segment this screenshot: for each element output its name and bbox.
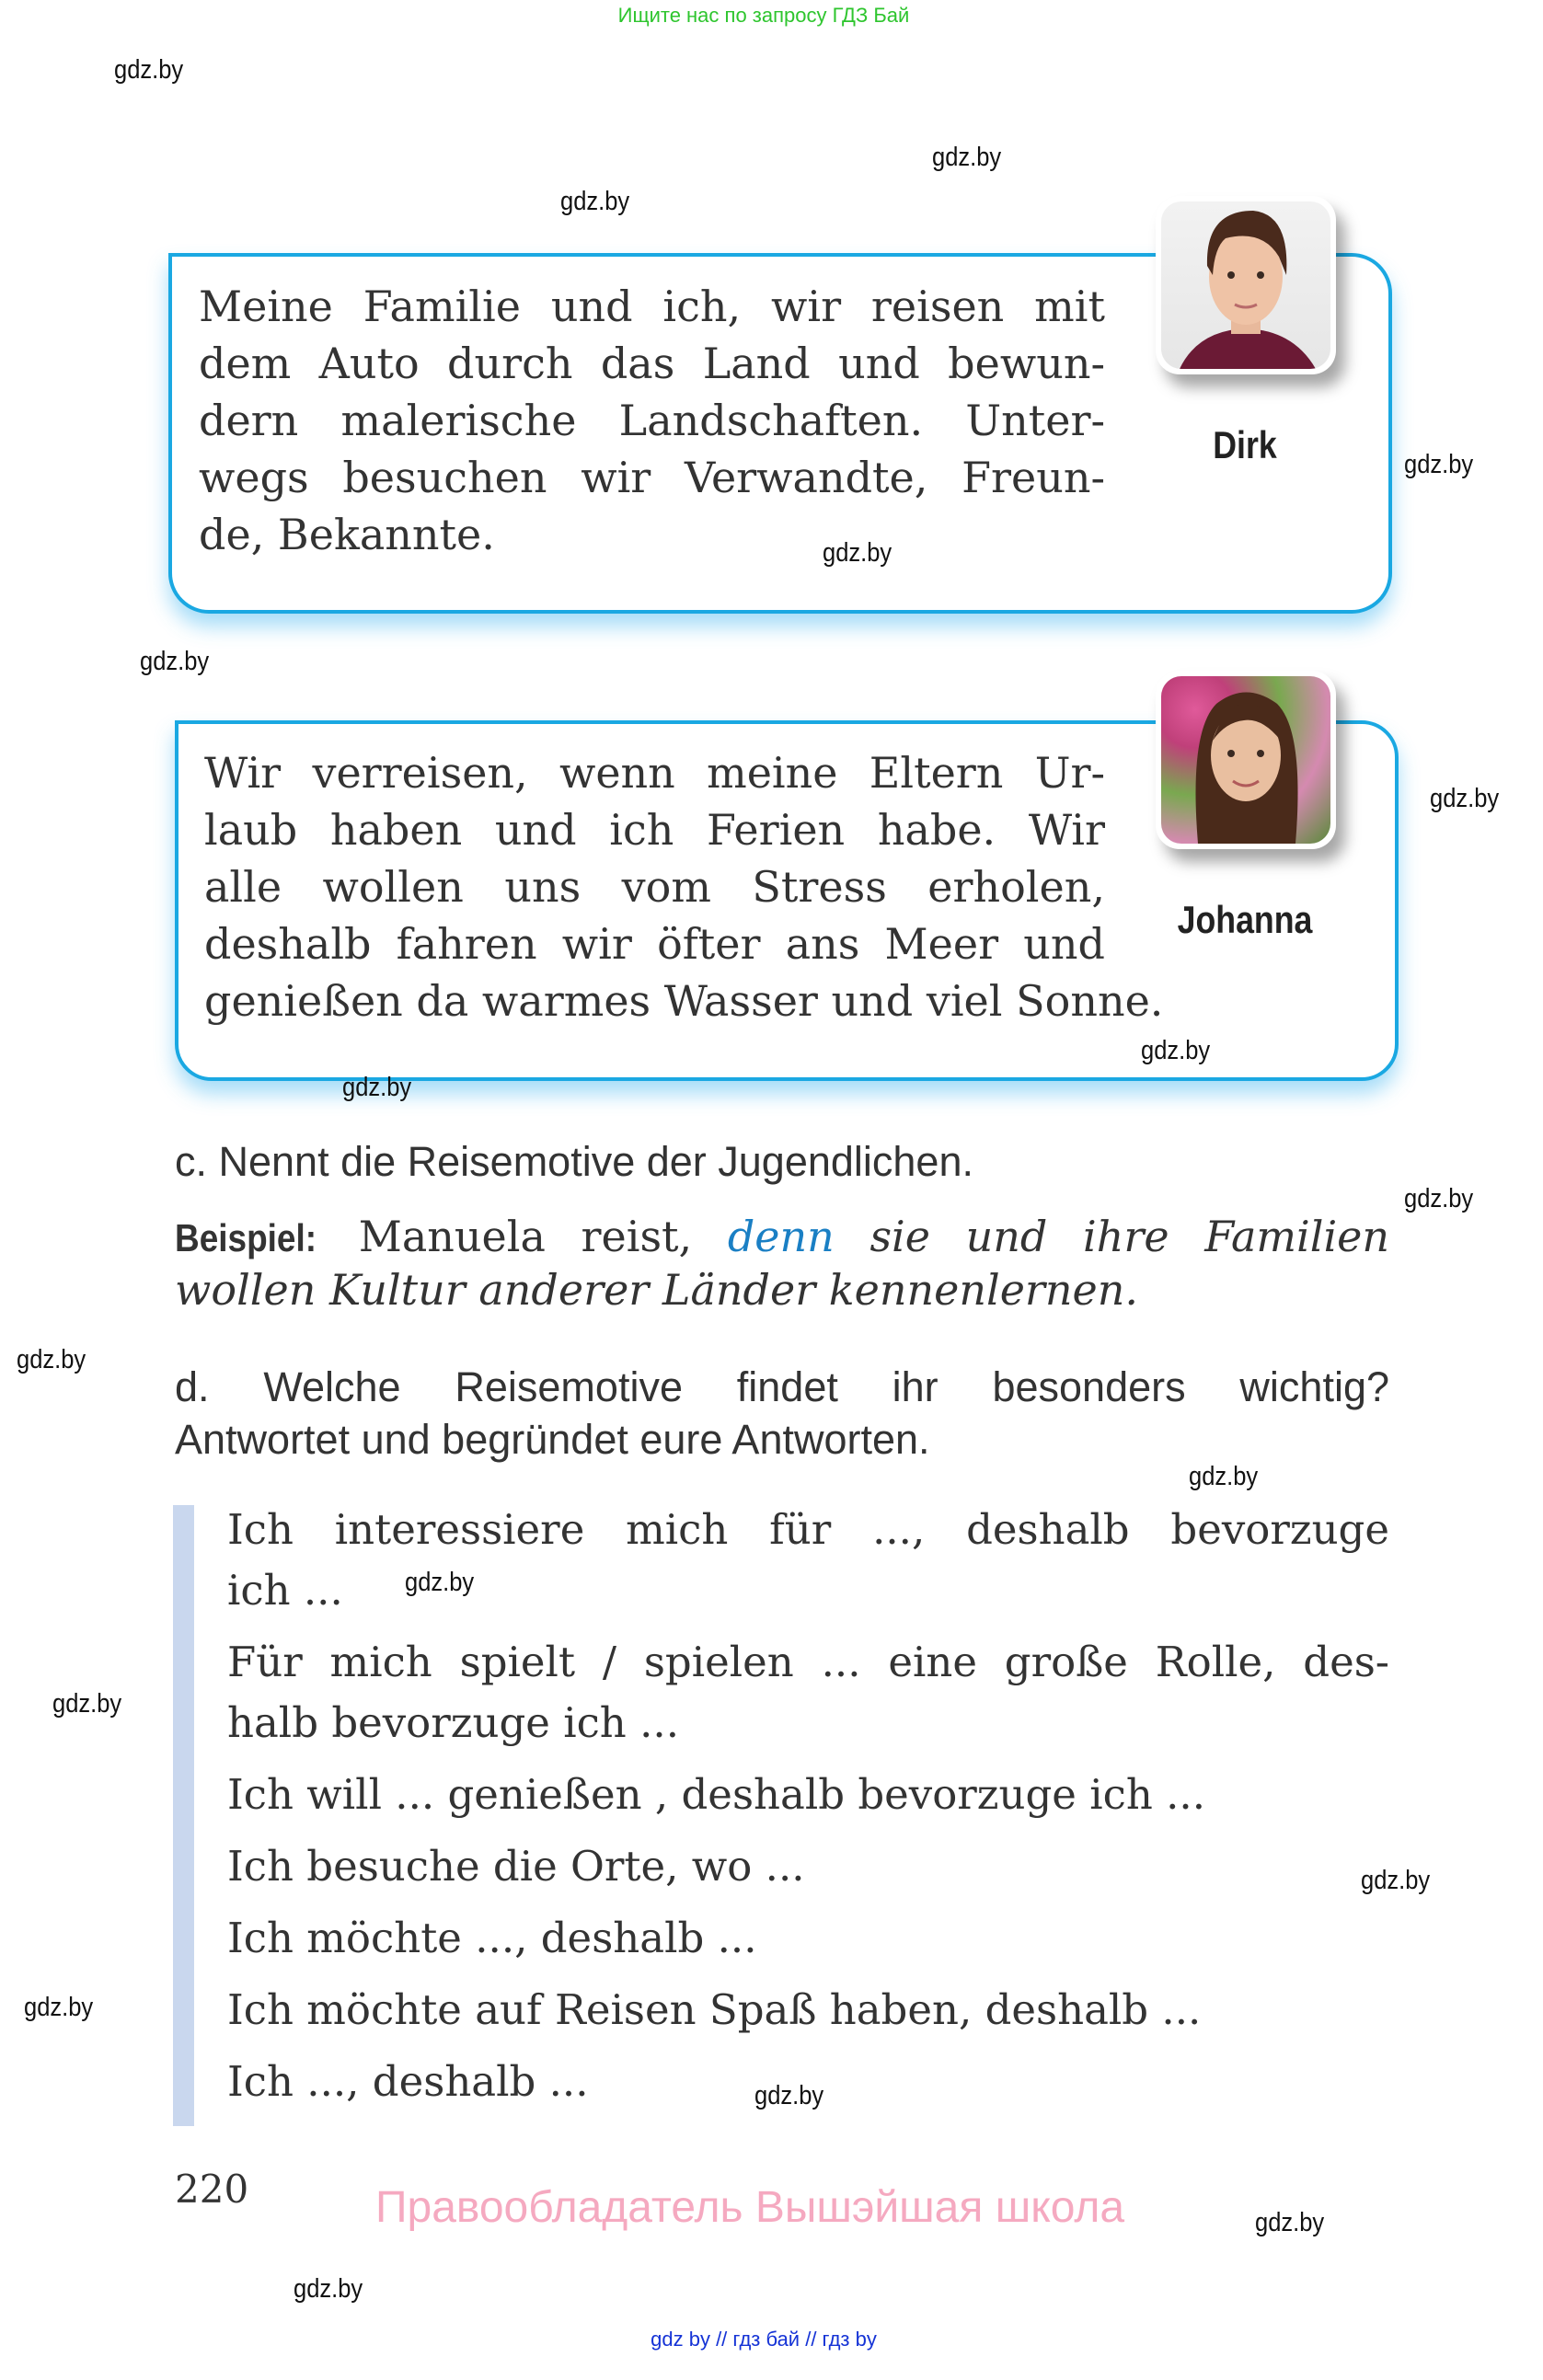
page-number: 220 [175,2167,249,2212]
example-conjunction: denn [727,1212,835,1261]
watermark: gdz.by [823,538,892,568]
example [175,1211,1389,1316]
watermark: gdz.by [24,1993,94,2022]
heading-line: d. Welche Reisemotive findet ihr besonders wichtig? [175,1363,1389,1410]
example-label: Beispiel: [175,1216,317,1259]
phrase-list [227,1500,1389,2112]
card-text [204,744,1164,1029]
watermark: gdz.by [1255,2208,1325,2237]
name-dirk: Dirk [1213,423,1277,466]
phrase-list-bar [173,1505,194,2126]
watermark: gdz.by [932,143,1002,172]
watermark: gdz.by [405,1568,475,1597]
footer-links[interactable]: gdz by // гдз бай // гдз by [651,2328,877,2351]
watermark: gdz.by [140,647,210,676]
text-line: Meine Familie und ich, wir reisen mit [199,282,1105,331]
watermark: gdz.by [1141,1036,1211,1065]
text-line: Wir verreisen, wenn meine Eltern Ur- [204,748,1105,798]
phrase: Ich möchte auf Reisen Spaß haben, deshalb ... [227,1985,1202,2034]
text-line: genießen da warmes Wasser und viel Sonne. [204,976,1164,1026]
text-line: de, Bekannte. [199,510,495,559]
girl-portrait-icon [1161,676,1330,844]
watermark: gdz.by [1404,1184,1474,1213]
phrase: halb bevorzuge ich ... [227,1698,680,1747]
search-hint: Ищите нас по запросу ГДЗ Бай [617,4,910,27]
name-johanna: Johanna [1177,898,1313,941]
text-line: deshalb fahren wir öfter ans Meer und [204,919,1105,969]
watermark: gdz.by [1404,450,1474,479]
watermark: gdz.by [754,2081,824,2110]
boy-portrait-icon [1161,201,1330,369]
text-line: dern malerische Landschaften. Unter- [199,396,1105,445]
phrase: Ich möchte ..., deshalb ... [227,1914,757,1962]
text-line: laub haben und ich Ferien habe. Wir [204,805,1105,855]
heading-line: Antwortet und begründet eure Antworten. [175,1416,930,1463]
phrase: Ich ..., deshalb ... [227,2057,589,2106]
watermark: gdz.by [342,1073,412,1102]
watermark: gdz.by [560,187,630,216]
task-c-heading: c. Nennt die Reisemotive der Jugendlichen. [175,1138,973,1185]
watermark: gdz.by [1430,784,1500,813]
avatar-dirk [1156,196,1336,374]
text-line: dem Auto durch das Land und bewun- [199,339,1105,388]
phrase: Für mich spielt / spielen ... eine große Rolle, des- [227,1638,1389,1686]
phrase: Ich will ... genießen , deshalb bevorzuge ich ... [227,1770,1206,1819]
rights-holder: Правообладатель Вышэйшая школа [375,2183,1125,2232]
watermark: gdz.by [17,1345,86,1374]
watermark: gdz.by [1189,1462,1259,1491]
task-d-heading [175,1361,1389,1466]
watermark: gdz.by [114,55,184,85]
example-text: wollen Kultur anderer Länder kennenlernen. [175,1265,1139,1315]
example-text: sie und ihre Familien [869,1212,1390,1261]
card-text [199,278,1105,563]
text-line: wegs besuchen wir Verwandte, Freun- [199,453,1105,502]
watermark: gdz.by [52,1689,122,1719]
watermark: gdz.by [294,2274,363,2304]
example-text: Manuela reist, [358,1212,693,1261]
text-line: alle wollen uns vom Stress erholen, [204,862,1105,912]
phrase: ich ... [227,1566,343,1615]
phrase: Ich besuche die Orte, wo ... [227,1842,805,1891]
avatar-johanna [1156,671,1336,849]
phrase: Ich interessiere mich für ..., deshalb bevorzuge [227,1505,1389,1554]
watermark: gdz.by [1361,1866,1431,1895]
